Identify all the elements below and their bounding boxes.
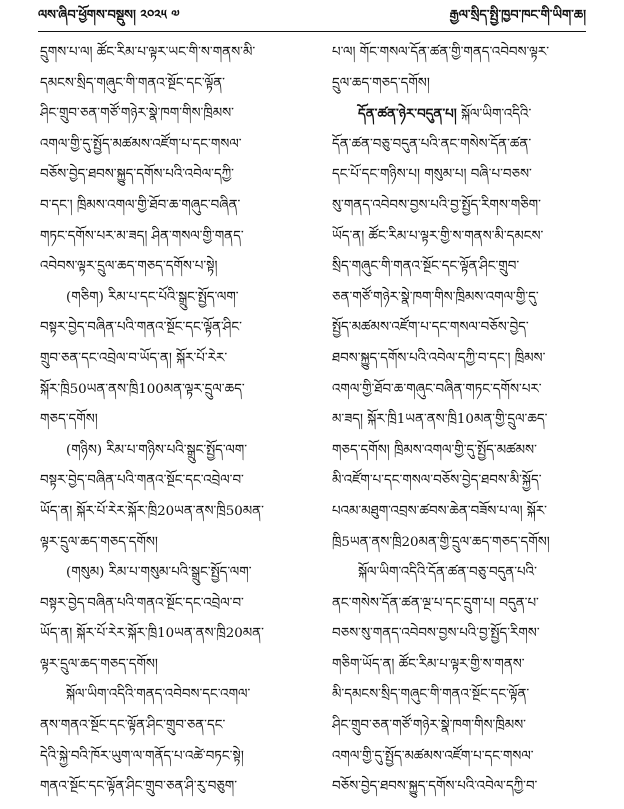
text-line [40, 436, 304, 467]
header-issue: ལས་ཞིབ་ཕྱོགས་བསྡུས། ༢༠༢༥ ༧ [38, 7, 180, 23]
text-line [332, 742, 596, 773]
article-heading: དོན་ཚན་ཉེར་བདུན་པ། [358, 106, 457, 123]
line-text: དང་པོ་དང་གཉིས་པ། གསུམ་པ། བཞི་པ་བཅས་ [332, 167, 532, 183]
line-text: བཅས་སུ་གནད་འབེབས་བྱས་པའི་བྱ་སྤྱོད་རིགས་ [332, 626, 540, 642]
text-line [40, 130, 304, 161]
text-line [40, 650, 304, 681]
line-text: (གསུམ) རིམ་པ་གསུམ་པའི་སྒྲུང་སྤྱོད་ལག་ [66, 565, 252, 581]
text-line [332, 69, 596, 100]
text-line [332, 405, 596, 436]
text-line [40, 38, 304, 69]
line-text: བསྟར་བྱེད་བཞིན་པའི་གནའ་སྔོང་དང་ལྟོན་ཤིང་ [40, 320, 242, 336]
line-text: དྲུལ་ཆད་གཅད་དགོས། [332, 75, 430, 91]
text-line [332, 283, 596, 314]
right-column [332, 38, 596, 803]
line-text: གཅད་དགོས། ཁྲིམས་འགལ་གྱི་དུ་སྤྱོད་མཚམས་ [332, 442, 537, 458]
text-line [332, 160, 596, 191]
line-text: བསྟར་བྱེད་བཞིན་པའི་གནའ་སྔོང་དང་འབྲེལ་བ་ [40, 595, 244, 611]
line-text: སྐོལ་ཡིག་འདིའི་དོན་ཚན་བཅུ་བདུན་པའི་ [358, 565, 537, 581]
text-line [332, 558, 596, 589]
text-line [40, 466, 304, 497]
text-line [332, 222, 596, 253]
line-text: དྲུགས་པ་ལ། ཚོང་རིམ་པ་ལྟར་ཡང་གི་ས་གནས་མི་ [40, 45, 256, 60]
page-header [38, 6, 586, 30]
line-text: པ་ལ། གོང་གསལ་དོན་ཚན་གྱི་གནད་འབེབས་ལྟར་ [332, 45, 550, 60]
text-line [332, 99, 596, 130]
line-text: (གཉིས) རིམ་པ་གཉིས་པའི་སྒྲུང་སྤྱོད་ལག་ [66, 442, 248, 458]
line-text: ཡོད་ན། སྐོར་པོ་རེར་སྐོར་ཁྲི20ཡན་ནས་ཁྲི50མན་ [40, 503, 264, 519]
line-text: གྲུབ་ཅན་དང་འབྲེལ་བ་ཡོད་ན། སྐོར་པོ་རེར་ [40, 350, 228, 366]
line-text: མ་ཟད། སྐོར་ཁྲི1ཡན་ནས་ཁྲི10མན་གྱི་དྲུལ་ཆད་ [332, 412, 548, 428]
line-text: གནའ་སྔོང་དང་ལྟོན་ཤིང་གྲུབ་ཅན་ཤི་རུ་བཅུག་ [40, 779, 238, 795]
text-line [40, 589, 304, 620]
line-text: བསྟར་བྱེད་བཞིན་པའི་གནའ་སྔོང་དང་འབྲེལ་བ་ [40, 473, 244, 489]
text-line [332, 344, 596, 375]
line-text: ཡོད་ན། ཚོང་རིམ་པ་ལྟར་གྱི་ས་གནས་མི་དམངས་ [332, 228, 544, 244]
text-line [332, 619, 596, 650]
line-text: པའམ་མཐུག་འབྲས་ཚབས་ཆེན་བཟོས་པ་ལ། སྐོར་ [332, 503, 547, 519]
text-line [40, 160, 304, 191]
line-text: ཐབས་སྐྱུད་དགོས་པའི་འབེལ་དཀྱི་བ་དང་། ཁྲིམས་ [332, 350, 546, 366]
line-text: དེའི་སྐྱེ་བའི་ཁོར་ཡུག་ལ་གནོད་པ་འཚེ་བཏང་སྟེ། [40, 748, 244, 764]
line-text: སུ་གནད་འབེབས་བྱས་པའི་བྱ་སྤྱོད་རིགས་གཅིག་ [332, 197, 541, 213]
line-text: ཅན་གཙོ་གཉེར་སྣེ་ཁག་གིས་ཁྲིམས་འགལ་གྱི་དུ་ [332, 289, 539, 305]
text-line [40, 619, 304, 650]
line-text: བཅོས་བྱེད་ཐབས་སྐྱུད་དགོས་པའི་འབེལ་དཀྱི་བ་ [332, 779, 538, 795]
text-line [40, 742, 304, 773]
text-line [40, 528, 304, 559]
text-line [332, 497, 596, 528]
left-column [40, 38, 304, 803]
text-line [40, 711, 304, 742]
text-line [40, 313, 304, 344]
line-text: ཤིང་གྲུབ་ཅན་གཙོ་གཉེར་སྣེ་ཁག་གིས་ཁྲིམས་ [332, 718, 526, 734]
line-text: (གཅིག) རིམ་པ་དང་པོའི་སྒྲུང་སྤྱོད་ལག་ [66, 289, 239, 305]
line-text: འབེབས་ལྟར་དྲུལ་ཆད་གཅད་དགོས་པ་སྟེ། [40, 259, 218, 275]
line-text: ཤིང་གྲུབ་ཅན་གཙོ་གཉེར་སྣེ་ཁག་གིས་ཁྲིམས་ [40, 106, 234, 122]
text-line [40, 680, 304, 711]
text-line [332, 252, 596, 283]
text-line [332, 772, 596, 803]
text-line [40, 772, 304, 803]
text-line [332, 191, 596, 222]
text-line [332, 680, 596, 711]
header-rule [38, 31, 586, 32]
text-line [332, 528, 596, 559]
header-publication-title: རྒྱལ་སྲིད་སྤྱི་ཁྱབ་ཁང་གི་ཡིག་ཆ། [449, 7, 586, 23]
text-line [332, 375, 596, 406]
text-line [40, 344, 304, 375]
text-line [40, 252, 304, 283]
text-line [40, 558, 304, 589]
text-line [332, 711, 596, 742]
line-text: འགལ་གྱི་དུ་སྤྱོད་མཚམས་འཛོག་པ་དང་གསལ་ [40, 136, 242, 152]
line-text: འགལ་གྱི་ཐོབ་ཆ་གཞུང་བཞིན་གཏང་དགོས་པར་ [332, 381, 542, 397]
line-text: སྐོར་ཁྲི50ཡན་ནས་ཁྲི100མན་ལྟར་དྲུལ་ཆད་ [40, 381, 245, 397]
line-text: ཡོད་ན། སྐོར་པོ་རེར་སྐོར་ཁྲི10ཡན་ནས་ཁྲི20མན་ [40, 626, 264, 642]
line-text: ནས་གནའ་སྔོང་དང་ལྟོན་ཤིང་གྲུབ་ཅན་དང་ [40, 718, 226, 734]
text-line [40, 99, 304, 130]
text-line [332, 130, 596, 161]
text-line [332, 436, 596, 467]
line-text: གཅད་དགོས། [40, 412, 98, 428]
text-line [332, 313, 596, 344]
text-line [40, 222, 304, 253]
line-text: སྤྱོད་མཚམས་འཛོག་པ་དང་གསལ་བཅོས་བྱེད་ [332, 320, 529, 336]
text-line [332, 650, 596, 681]
text-line [40, 69, 304, 100]
text-line [40, 191, 304, 222]
line-text: དོན་ཚན་བཅུ་བདུན་པའི་ནང་གསེས་དོན་ཚན་ [332, 136, 532, 152]
text-line [332, 589, 596, 620]
line-text: ཁྲི5ཡན་ནས་ཁྲི20མན་གྱི་དྲུལ་ཆད་གཅད་དགོས། [332, 534, 550, 550]
line-text: སྐོལ་ཡིག་འདིའི་གནད་འབེབས་དང་འགལ་ [66, 687, 251, 703]
line-text: སྐོལ་ཡིག་འདིའི་ [456, 107, 532, 123]
text-line [40, 405, 304, 436]
line-text: སྲིད་གཞུང་གི་གནའ་སྔོང་དང་ལྟོན་ཤིང་གྲུབ་ [332, 259, 520, 275]
line-text: འགལ་གྱི་དུ་སྤྱོད་མཚམས་འཛོག་པ་དང་གསལ་ [332, 748, 534, 764]
line-text: བ་དང་། ཁྲིམས་འགལ་གྱི་ཐོབ་ཆ་གཞུང་བཞིན་ [40, 197, 241, 213]
text-line [40, 283, 304, 314]
line-text: མི་འཛོག་པ་དང་གསལ་བཅོས་བྱེད་ཐབས་མི་སྐྱོད་ [332, 473, 542, 489]
line-text: ལྟར་དྲུལ་ཆད་གཅད་དགོས། [40, 534, 158, 550]
line-text: གཅིག་ཡོད་ན། ཚོང་རིམ་པ་ལྟར་གྱི་ས་གནས་ [332, 656, 525, 672]
line-text: ནང་གསེས་དོན་ཚན་ལྔ་པ་དང་དྲུག་པ། བདུན་པ་ [332, 595, 539, 611]
line-text: གཏང་དགོས་པར་མ་ཟད། ཤིན་གསལ་གྱི་གནད་ [40, 228, 244, 244]
text-line [40, 375, 304, 406]
text-line [40, 497, 304, 528]
line-text: དམངས་སྲིད་གཞུང་གི་གནའ་སྔོང་དང་ལྟོན་ [40, 75, 225, 91]
line-text: ལྟར་དྲུལ་ཆད་གཅད་དགོས། [40, 656, 158, 672]
text-line [332, 38, 596, 69]
text-line [332, 466, 596, 497]
line-text: བཅོས་བྱེད་ཐབས་སྐྱུད་དགོས་པའི་འབེལ་དཀྱི་ [40, 167, 234, 183]
line-text: མི་དམངས་སྲིད་གཞུང་གི་གནའ་སྔོང་དང་ལྟོན་ [332, 687, 530, 703]
